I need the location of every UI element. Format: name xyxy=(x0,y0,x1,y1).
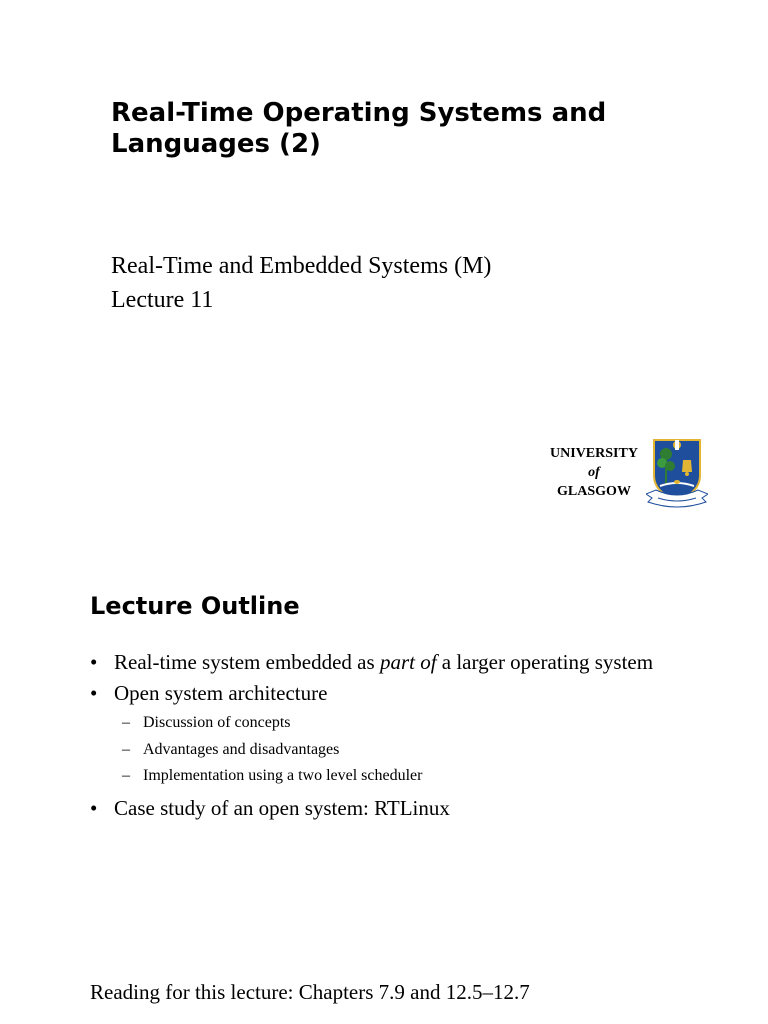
wordmark-line-glasgow: GLASGOW xyxy=(557,484,631,499)
outline-sublist xyxy=(114,710,750,790)
university-crest-icon xyxy=(646,436,708,508)
reading-note: Reading for this lecture: Chapters 7.9 and 12.5–12.7 xyxy=(90,980,530,1004)
outline-item: • Open system architecture – Discussion of concepts – Advantages and disadvantages – Implementation using a two level scheduler xyxy=(90,678,750,790)
outline-subitem: – Implementation using a two level scheduler xyxy=(114,763,750,790)
outline-subitem: – Advantages and disadvantages xyxy=(114,737,750,764)
lecture-number: Lecture 11 xyxy=(111,287,214,313)
lecture-title: Real-Time Operating Systems and Languages (2) xyxy=(111,98,607,159)
university-wordmark xyxy=(538,444,650,501)
wordmark-line-of: of xyxy=(588,465,600,480)
course-name: Real-Time and Embedded Systems (M) xyxy=(111,253,492,279)
outline-heading: Lecture Outline xyxy=(90,592,300,620)
outline-item: • Real-time system embedded as part of a larger operating system xyxy=(90,647,750,678)
lecture-subtitle xyxy=(111,249,491,317)
outline-item: • Case study of an open system: RTLinux xyxy=(90,793,750,824)
university-logo xyxy=(538,436,708,510)
outline-subitem: – Discussion of concepts xyxy=(114,710,750,737)
wordmark-line-university: UNIVERSITY xyxy=(550,446,638,461)
outline-list xyxy=(90,647,750,824)
emphasis-text: part of xyxy=(379,650,437,674)
